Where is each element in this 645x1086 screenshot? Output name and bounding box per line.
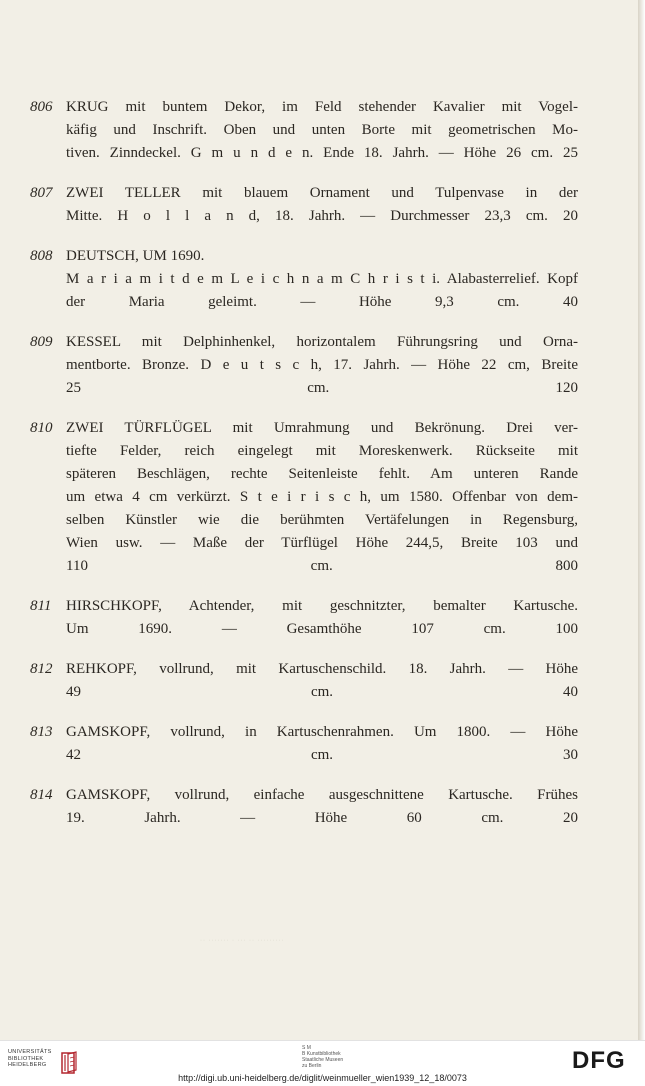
- entry-number: 809: [30, 334, 53, 350]
- catalog-entry-807: [30, 182, 578, 228]
- catalog-entry-809: [30, 331, 578, 400]
- catalog-entry-812: [30, 658, 578, 704]
- entry-text: HIRSCHKOPF, Achtender, mit geschnitzter, bemalter Kartusche. Um 1690. — Gesamthöhe 107 cm. 100: [66, 598, 578, 637]
- faint-show-through-text: ·· ······· · ··· ·· ·········: [200, 938, 285, 944]
- entry-number: 814: [30, 787, 53, 803]
- entry-number: 811: [30, 598, 52, 614]
- entry-text: REHKOPF, vollrund, mit Kartuschenschild. 18. Jahrh. — Höhe 49 cm. 40: [66, 661, 578, 700]
- entry-number: 807: [30, 185, 53, 201]
- university-library-logo[interactable]: UNIVERSITÄTS BIBLIOTHEK HEIDELBERG: [8, 1049, 78, 1077]
- catalog-entry-813: [30, 721, 578, 767]
- entry-text: GAMSKOPF, vollrund, einfache ausgeschnittene Kartusche. Frühes 19. Jahrh. — Höhe 60 cm. 20: [66, 787, 578, 826]
- entry-text: GAMSKOPF, vollrund, in Kartuschenrahmen. Um 1800. — Höhe 42 cm. 30: [66, 724, 578, 763]
- entry-number: 808: [30, 248, 53, 264]
- entry-text: KRUG mit buntem Dekor, im Feld stehender Kavalier mit Vogel- käfig und Inschrift. Oben und unten Borte mit geometrischen Mo- tiven. Zinndeckel. G m u n d e n. Ende 18. Jahrh. — Höhe 26 cm. 25: [66, 99, 578, 161]
- museum-stamp: S M B Kunstbibliothek Staatliche Museen zu Berlin: [302, 1045, 344, 1069]
- catalog-entries: [30, 96, 578, 847]
- catalog-entry-810: [30, 417, 578, 578]
- dfg-logo[interactable]: DFG: [572, 1047, 626, 1074]
- entry-text: DEUTSCH, UM 1690. M a r i a m i t d e m L e i c h n a m C h r i s t i. Alabasterrelief. Kopf der Maria geleimt. — Höhe 9,3 cm. 40: [66, 248, 578, 310]
- page-edge: [638, 0, 645, 1040]
- catalog-entry-814: [30, 784, 578, 830]
- catalog-entry-808: [30, 245, 578, 314]
- entry-number: 810: [30, 420, 53, 436]
- catalog-entry-806: [30, 96, 578, 165]
- entry-number: 806: [30, 99, 53, 115]
- entry-text: KESSEL mit Delphinhenkel, horizontalem Führungsring und Orna- mentborte. Bronze. D e u t s c h, 17. Jahrh. — Höhe 22 cm, Breite 25 cm. 120: [66, 334, 578, 396]
- catalog-entry-811: [30, 595, 578, 641]
- entry-text: ZWEI TÜRFLÜGEL mit Umrahmung und Bekrönung. Drei ver- tiefte Felder, reich eingelegt mit Moreskenwerk. Rückseite mit späteren Beschlägen, rechte Seitenleiste fehlt. Am unteren Rande um etwa 4 cm verkürzt. S t e i r i s c h, um 1580. Offenbar von dem- selben Künstler wie die berühmten Vertäfelungen in Regensburg, Wien usw. — Maße der Türflügel Höhe 244,5, Breite 103 und 110 cm. 800: [66, 420, 578, 574]
- entry-number: 812: [30, 661, 53, 677]
- entry-number: 813: [30, 724, 53, 740]
- source-url-link[interactable]: http://digi.ub.uni-heidelberg.de/diglit/weinmueller_wien1939_12_18/0073: [178, 1073, 467, 1083]
- digitization-footer: [0, 1040, 645, 1086]
- entry-text: ZWEI TELLER mit blauem Ornament und Tulpenvase in der Mitte. H o l l a n d, 18. Jahrh. — Durchmesser 23,3 cm. 20: [66, 185, 578, 224]
